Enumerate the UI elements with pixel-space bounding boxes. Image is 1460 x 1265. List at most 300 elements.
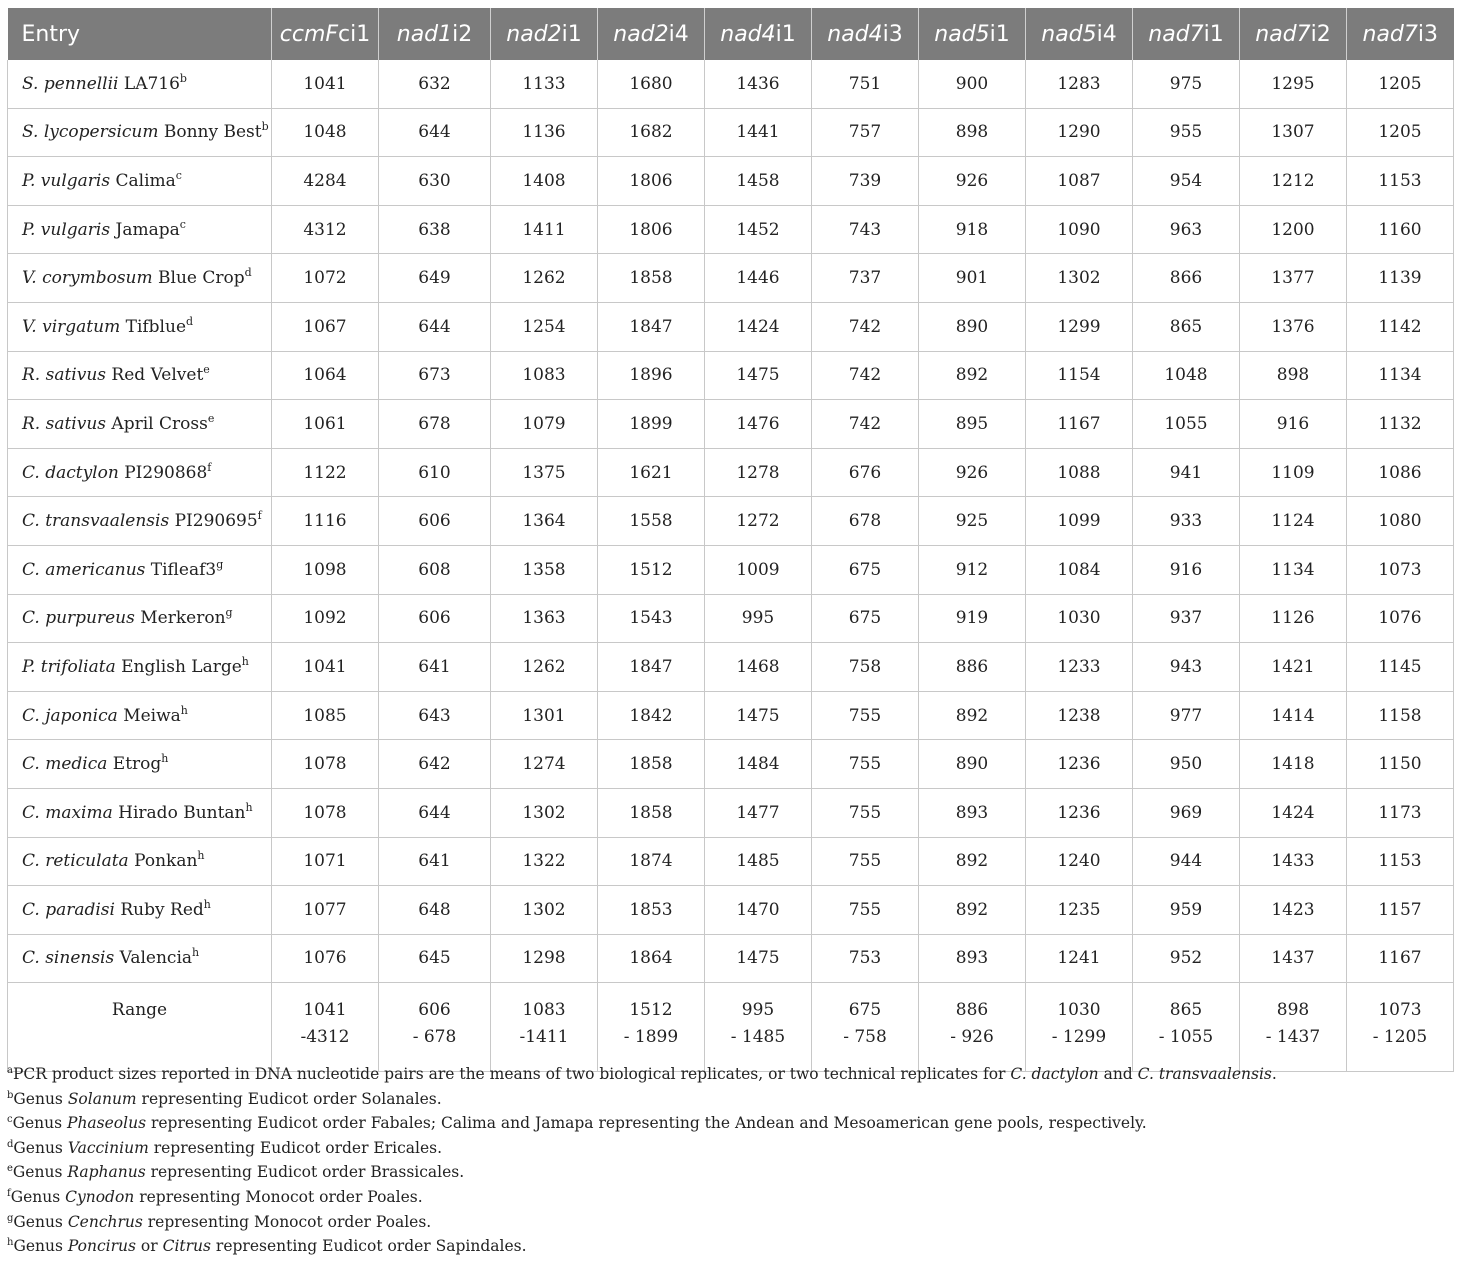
value-cell: 1233 bbox=[1026, 643, 1133, 692]
footnote-text: and bbox=[1098, 1065, 1138, 1083]
value-cell: 742 bbox=[812, 302, 919, 351]
value-cell: 955 bbox=[1133, 108, 1240, 157]
cultivar-name: Etrog bbox=[112, 754, 162, 775]
value-cell: 1072 bbox=[272, 254, 379, 303]
table-row bbox=[8, 788, 1454, 837]
footnote-mark: d bbox=[186, 314, 194, 328]
value-cell: 969 bbox=[1133, 788, 1240, 837]
value-cell: 1124 bbox=[1240, 497, 1347, 546]
value-cell: 1485 bbox=[705, 837, 812, 886]
footnote-mark: c bbox=[179, 217, 186, 231]
range-max: -4312 bbox=[300, 1027, 350, 1048]
table-row bbox=[8, 254, 1454, 303]
value-cell: 1477 bbox=[705, 788, 812, 837]
entry-cell bbox=[8, 108, 272, 157]
range-max: - 926 bbox=[950, 1027, 994, 1048]
column-header bbox=[272, 8, 379, 60]
value-cell: 1899 bbox=[598, 400, 705, 449]
entry-cell bbox=[8, 448, 272, 497]
value-cell: 1302 bbox=[491, 788, 598, 837]
entry-cell bbox=[8, 497, 272, 546]
table-row bbox=[8, 594, 1454, 643]
value-cell: 1173 bbox=[1347, 788, 1454, 837]
range-cell bbox=[1133, 983, 1240, 1072]
species-name: V. virgatum bbox=[22, 316, 121, 337]
value-cell: 638 bbox=[379, 205, 491, 254]
value-cell: 1160 bbox=[1347, 205, 1454, 254]
table-row bbox=[8, 886, 1454, 935]
value-cell: 1806 bbox=[598, 205, 705, 254]
footnote-mark: h bbox=[245, 800, 253, 814]
footnote-text: representing Eudicot order Brassicales. bbox=[145, 1163, 465, 1182]
footnote-mark: b bbox=[261, 120, 269, 134]
value-cell: 925 bbox=[919, 497, 1026, 546]
value-cell: 893 bbox=[919, 934, 1026, 983]
footnote-mark: f bbox=[7, 1187, 11, 1199]
footnote-text: Vaccinium bbox=[67, 1138, 149, 1157]
footnote-mark: h bbox=[7, 1237, 14, 1249]
value-cell: 943 bbox=[1133, 643, 1240, 692]
value-cell: 1864 bbox=[598, 934, 705, 983]
entry-cell bbox=[8, 351, 272, 400]
value-cell: 753 bbox=[812, 934, 919, 983]
range-cell bbox=[272, 983, 379, 1072]
pcr-size-table bbox=[7, 8, 1454, 1072]
species-name: S. lycopersicum bbox=[22, 122, 159, 143]
footnote-text: representing Monocot order Poales. bbox=[142, 1212, 432, 1231]
intron-suffix: i4 bbox=[1096, 21, 1117, 47]
cultivar-name: Meiwa bbox=[123, 705, 181, 726]
value-cell: 895 bbox=[919, 400, 1026, 449]
value-cell: 755 bbox=[812, 886, 919, 935]
value-cell: 632 bbox=[379, 60, 491, 108]
value-cell: 675 bbox=[812, 545, 919, 594]
footnote-text: representing Eudicot order Solanales. bbox=[136, 1089, 442, 1108]
cultivar-name: PI290868 bbox=[124, 462, 208, 483]
value-cell: 1167 bbox=[1347, 934, 1454, 983]
value-cell: 1083 bbox=[491, 351, 598, 400]
value-cell: 1295 bbox=[1240, 60, 1347, 108]
entry-cell bbox=[8, 205, 272, 254]
value-cell: 755 bbox=[812, 740, 919, 789]
range-min: 1512 bbox=[629, 1000, 673, 1021]
footnote bbox=[7, 1111, 1453, 1136]
footnote-mark: d bbox=[244, 266, 252, 280]
value-cell: 758 bbox=[812, 643, 919, 692]
range-max: - 1437 bbox=[1265, 1027, 1321, 1048]
footnote-text: Raphanus bbox=[67, 1163, 146, 1182]
value-cell: 916 bbox=[1133, 545, 1240, 594]
species-name: C. purpureus bbox=[22, 608, 135, 629]
species-name: C. americanus bbox=[22, 559, 146, 580]
value-cell: 1512 bbox=[598, 545, 705, 594]
cultivar-name: Red Velvet bbox=[111, 365, 204, 386]
value-cell: 1436 bbox=[705, 60, 812, 108]
footnote-text: Genus bbox=[13, 1089, 68, 1108]
gene-name: nad7 bbox=[1255, 21, 1311, 47]
value-cell: 1126 bbox=[1240, 594, 1347, 643]
column-header bbox=[1240, 8, 1347, 60]
value-cell: 1099 bbox=[1026, 497, 1133, 546]
value-cell: 1446 bbox=[705, 254, 812, 303]
species-name: P. vulgaris bbox=[22, 219, 111, 240]
cultivar-name: PI290695 bbox=[174, 511, 258, 532]
footnote-text: representing Eudicot order Ericales. bbox=[148, 1138, 443, 1157]
footnote-mark: e bbox=[7, 1163, 13, 1175]
value-cell: 755 bbox=[812, 788, 919, 837]
value-cell: 755 bbox=[812, 691, 919, 740]
value-cell: 866 bbox=[1133, 254, 1240, 303]
value-cell: 1364 bbox=[491, 497, 598, 546]
range-max: - 1055 bbox=[1158, 1027, 1214, 1048]
footnote-text: PCR product sizes reported in DNA nucleotide pairs are the means of two biological replicates, or two technical replicates for bbox=[12, 1065, 1011, 1083]
intron-suffix: i3 bbox=[1417, 21, 1438, 47]
cultivar-name: Calima bbox=[115, 170, 176, 191]
value-cell: 1858 bbox=[598, 254, 705, 303]
species-name: S. pennellii bbox=[22, 73, 119, 94]
range-cell bbox=[919, 983, 1026, 1072]
range-min: 1041 bbox=[303, 1000, 347, 1021]
cultivar-name: Ponkan bbox=[134, 851, 198, 872]
value-cell: 926 bbox=[919, 448, 1026, 497]
footnote-text: Solanum bbox=[67, 1089, 137, 1108]
value-cell: 1301 bbox=[491, 691, 598, 740]
footnote bbox=[7, 1210, 1453, 1235]
value-cell: 1085 bbox=[272, 691, 379, 740]
value-cell: 1558 bbox=[598, 497, 705, 546]
range-max: - 1485 bbox=[730, 1027, 786, 1048]
value-cell: 1132 bbox=[1347, 400, 1454, 449]
intron-suffix: i4 bbox=[668, 21, 689, 47]
entry-cell bbox=[8, 886, 272, 935]
value-cell: 1048 bbox=[1133, 351, 1240, 400]
footnote-mark: f bbox=[257, 509, 262, 523]
table-row bbox=[8, 691, 1454, 740]
species-name: C. reticulata bbox=[22, 851, 129, 872]
intron-suffix: i1 bbox=[1203, 21, 1224, 47]
value-cell: 1167 bbox=[1026, 400, 1133, 449]
footnote bbox=[7, 1234, 1453, 1259]
value-cell: 1475 bbox=[705, 691, 812, 740]
value-cell: 1136 bbox=[491, 108, 598, 157]
cultivar-name: Blue Crop bbox=[158, 268, 245, 289]
value-cell: 1458 bbox=[705, 157, 812, 206]
range-cell bbox=[1347, 983, 1454, 1072]
value-cell: 644 bbox=[379, 108, 491, 157]
value-cell: 1041 bbox=[272, 643, 379, 692]
table-row bbox=[8, 302, 1454, 351]
footnote-mark: b bbox=[179, 71, 187, 85]
range-row bbox=[8, 983, 1454, 1072]
value-cell: 918 bbox=[919, 205, 1026, 254]
value-cell: 1158 bbox=[1347, 691, 1454, 740]
table-row bbox=[8, 157, 1454, 206]
value-cell: 941 bbox=[1133, 448, 1240, 497]
range-max: -1411 bbox=[519, 1027, 569, 1048]
value-cell: 1154 bbox=[1026, 351, 1133, 400]
entry-cell bbox=[8, 788, 272, 837]
value-cell: 1142 bbox=[1347, 302, 1454, 351]
intron-suffix: i2 bbox=[1310, 21, 1331, 47]
value-cell: 643 bbox=[379, 691, 491, 740]
table-row bbox=[8, 351, 1454, 400]
table-row bbox=[8, 545, 1454, 594]
entry-cell bbox=[8, 302, 272, 351]
value-cell: 644 bbox=[379, 302, 491, 351]
value-cell: 1806 bbox=[598, 157, 705, 206]
column-header bbox=[491, 8, 598, 60]
table-row bbox=[8, 60, 1454, 108]
value-cell: 1283 bbox=[1026, 60, 1133, 108]
value-cell: 892 bbox=[919, 691, 1026, 740]
table-row bbox=[8, 108, 1454, 157]
range-cell bbox=[379, 983, 491, 1072]
value-cell: 1302 bbox=[1026, 254, 1133, 303]
footnote-text: C. dactylon bbox=[1010, 1065, 1099, 1083]
species-name: C. medica bbox=[22, 754, 108, 775]
value-cell: 963 bbox=[1133, 205, 1240, 254]
value-cell: 890 bbox=[919, 740, 1026, 789]
value-cell: 1153 bbox=[1347, 837, 1454, 886]
cultivar-name: Hirado Buntan bbox=[118, 802, 246, 823]
value-cell: 950 bbox=[1133, 740, 1240, 789]
footnote-mark: h bbox=[180, 703, 188, 717]
value-cell: 1236 bbox=[1026, 740, 1133, 789]
footnote-text: Genus bbox=[10, 1187, 66, 1206]
table-row bbox=[8, 643, 1454, 692]
value-cell: 610 bbox=[379, 448, 491, 497]
range-min: 1030 bbox=[1057, 1000, 1101, 1021]
value-cell: 1452 bbox=[705, 205, 812, 254]
value-cell: 1092 bbox=[272, 594, 379, 643]
value-cell: 898 bbox=[919, 108, 1026, 157]
value-cell: 648 bbox=[379, 886, 491, 935]
gene-name: nad2 bbox=[613, 21, 669, 47]
value-cell: 1468 bbox=[705, 643, 812, 692]
intron-suffix: i2 bbox=[452, 21, 473, 47]
footnote-mark: c bbox=[175, 168, 182, 182]
entry-cell bbox=[8, 837, 272, 886]
column-header bbox=[812, 8, 919, 60]
value-cell: 1150 bbox=[1347, 740, 1454, 789]
gene-name: ccmF bbox=[279, 21, 339, 47]
value-cell: 1212 bbox=[1240, 157, 1347, 206]
value-cell: 977 bbox=[1133, 691, 1240, 740]
intron-suffix: i1 bbox=[775, 21, 796, 47]
value-cell: 1262 bbox=[491, 643, 598, 692]
cultivar-name: LA716 bbox=[123, 73, 180, 94]
column-header bbox=[1133, 8, 1240, 60]
value-cell: 1009 bbox=[705, 545, 812, 594]
footnote-text: Poncirus bbox=[67, 1237, 136, 1256]
value-cell: 739 bbox=[812, 157, 919, 206]
table-row bbox=[8, 934, 1454, 983]
cultivar-name: Tifblue bbox=[125, 316, 187, 337]
gene-name: nad2 bbox=[506, 21, 562, 47]
value-cell: 755 bbox=[812, 837, 919, 886]
value-cell: 890 bbox=[919, 302, 1026, 351]
value-cell: 1240 bbox=[1026, 837, 1133, 886]
value-cell: 954 bbox=[1133, 157, 1240, 206]
entry-cell bbox=[8, 594, 272, 643]
species-name: P. trifoliata bbox=[22, 656, 116, 677]
range-min: 606 bbox=[418, 1000, 451, 1021]
value-cell: 1200 bbox=[1240, 205, 1347, 254]
value-cell: 1077 bbox=[272, 886, 379, 935]
column-header bbox=[598, 8, 705, 60]
value-cell: 675 bbox=[812, 594, 919, 643]
range-min: 1073 bbox=[1378, 1000, 1422, 1021]
value-cell: 1358 bbox=[491, 545, 598, 594]
value-cell: 1157 bbox=[1347, 886, 1454, 935]
cultivar-name: Jamapa bbox=[115, 219, 180, 240]
value-cell: 892 bbox=[919, 886, 1026, 935]
table-row bbox=[8, 400, 1454, 449]
value-cell: 1048 bbox=[272, 108, 379, 157]
footnote-text: representing Eudicot order Fabales; Calima and Jamapa representing the Andean and Mesoamerican gene pools, respectively. bbox=[146, 1114, 1147, 1133]
value-cell: 742 bbox=[812, 400, 919, 449]
value-cell: 642 bbox=[379, 740, 491, 789]
value-cell: 606 bbox=[379, 497, 491, 546]
entry-cell bbox=[8, 157, 272, 206]
value-cell: 1071 bbox=[272, 837, 379, 886]
footnote-text: . bbox=[1271, 1065, 1277, 1083]
value-cell: 1084 bbox=[1026, 545, 1133, 594]
value-cell: 937 bbox=[1133, 594, 1240, 643]
value-cell: 1874 bbox=[598, 837, 705, 886]
value-cell: 1424 bbox=[705, 302, 812, 351]
table-row bbox=[8, 448, 1454, 497]
value-cell: 1375 bbox=[491, 448, 598, 497]
value-cell: 1302 bbox=[491, 886, 598, 935]
value-cell: 641 bbox=[379, 643, 491, 692]
footnote-text: Citrus bbox=[162, 1237, 211, 1256]
value-cell: 886 bbox=[919, 643, 1026, 692]
value-cell: 1122 bbox=[272, 448, 379, 497]
footnote bbox=[7, 1136, 1453, 1161]
value-cell: 1853 bbox=[598, 886, 705, 935]
value-cell: 606 bbox=[379, 594, 491, 643]
column-header-entry: Entry bbox=[8, 8, 272, 60]
value-cell: 1418 bbox=[1240, 740, 1347, 789]
species-name: C. paradisi bbox=[22, 899, 115, 920]
footnote-mark: h bbox=[161, 752, 169, 766]
range-cell bbox=[812, 983, 919, 1072]
range-cell bbox=[1026, 983, 1133, 1072]
column-header bbox=[705, 8, 812, 60]
value-cell: 1205 bbox=[1347, 108, 1454, 157]
footnote-text: Cynodon bbox=[65, 1187, 135, 1206]
value-cell: 1411 bbox=[491, 205, 598, 254]
table-container bbox=[7, 8, 1453, 1072]
gene-name: nad7 bbox=[1148, 21, 1204, 47]
range-min: 886 bbox=[955, 1000, 989, 1021]
species-name: V. corymbosum bbox=[22, 268, 153, 289]
footnote-mark: h bbox=[203, 897, 211, 911]
gene-name: nad5 bbox=[934, 21, 990, 47]
value-cell: 1322 bbox=[491, 837, 598, 886]
cultivar-name: Ruby Red bbox=[120, 899, 204, 920]
footnote-text: C. transvaalensis bbox=[1137, 1065, 1272, 1083]
value-cell: 1408 bbox=[491, 157, 598, 206]
value-cell: 649 bbox=[379, 254, 491, 303]
value-cell: 898 bbox=[1240, 351, 1347, 400]
column-header bbox=[1347, 8, 1454, 60]
column-header bbox=[1026, 8, 1133, 60]
value-cell: 1076 bbox=[272, 934, 379, 983]
value-cell: 742 bbox=[812, 351, 919, 400]
footnote-mark: h bbox=[241, 654, 249, 668]
footnote-mark: h bbox=[192, 946, 200, 960]
value-cell: 1621 bbox=[598, 448, 705, 497]
value-cell: 1298 bbox=[491, 934, 598, 983]
footnote bbox=[7, 1062, 1453, 1087]
gene-name: nad7 bbox=[1362, 21, 1418, 47]
value-cell: 1134 bbox=[1347, 351, 1454, 400]
value-cell: 678 bbox=[812, 497, 919, 546]
species-name: C. maxima bbox=[22, 802, 113, 823]
value-cell: 1896 bbox=[598, 351, 705, 400]
value-cell: 1475 bbox=[705, 351, 812, 400]
value-cell: 1847 bbox=[598, 302, 705, 351]
intron-suffix: i3 bbox=[882, 21, 903, 47]
intron-suffix: i1 bbox=[989, 21, 1010, 47]
value-cell: 901 bbox=[919, 254, 1026, 303]
gene-name: nad1 bbox=[396, 21, 453, 47]
value-cell: 1272 bbox=[705, 497, 812, 546]
value-cell: 4284 bbox=[272, 157, 379, 206]
entry-cell bbox=[8, 400, 272, 449]
value-cell: 1842 bbox=[598, 691, 705, 740]
value-cell: 1088 bbox=[1026, 448, 1133, 497]
column-header bbox=[919, 8, 1026, 60]
footnote-mark: d bbox=[7, 1138, 14, 1150]
value-cell: 1041 bbox=[272, 60, 379, 108]
value-cell: 630 bbox=[379, 157, 491, 206]
value-cell: 1437 bbox=[1240, 934, 1347, 983]
species-name: C. sinensis bbox=[22, 948, 115, 969]
footnote-text: Cenchrus bbox=[67, 1212, 143, 1231]
table-row bbox=[8, 740, 1454, 789]
value-cell: 1098 bbox=[272, 545, 379, 594]
value-cell: 865 bbox=[1133, 302, 1240, 351]
range-cell bbox=[598, 983, 705, 1072]
value-cell: 1433 bbox=[1240, 837, 1347, 886]
value-cell: 1241 bbox=[1026, 934, 1133, 983]
value-cell: 1133 bbox=[491, 60, 598, 108]
cultivar-name: English Large bbox=[121, 656, 242, 677]
value-cell: 1858 bbox=[598, 740, 705, 789]
value-cell: 892 bbox=[919, 837, 1026, 886]
footnote bbox=[7, 1087, 1453, 1112]
footnote-mark: b bbox=[7, 1089, 14, 1101]
species-name: P. vulgaris bbox=[22, 170, 111, 191]
value-cell: 1076 bbox=[1347, 594, 1454, 643]
value-cell: 975 bbox=[1133, 60, 1240, 108]
footnote-mark: h bbox=[197, 849, 205, 863]
value-cell: 926 bbox=[919, 157, 1026, 206]
table-body bbox=[8, 60, 1454, 1072]
entry-cell bbox=[8, 643, 272, 692]
range-cell bbox=[491, 983, 598, 1072]
value-cell: 1299 bbox=[1026, 302, 1133, 351]
value-cell: 1414 bbox=[1240, 691, 1347, 740]
footnote-mark: c bbox=[7, 1114, 13, 1126]
range-max: - 758 bbox=[843, 1027, 887, 1048]
value-cell: 1424 bbox=[1240, 788, 1347, 837]
value-cell: 1134 bbox=[1240, 545, 1347, 594]
range-cell bbox=[705, 983, 812, 1072]
